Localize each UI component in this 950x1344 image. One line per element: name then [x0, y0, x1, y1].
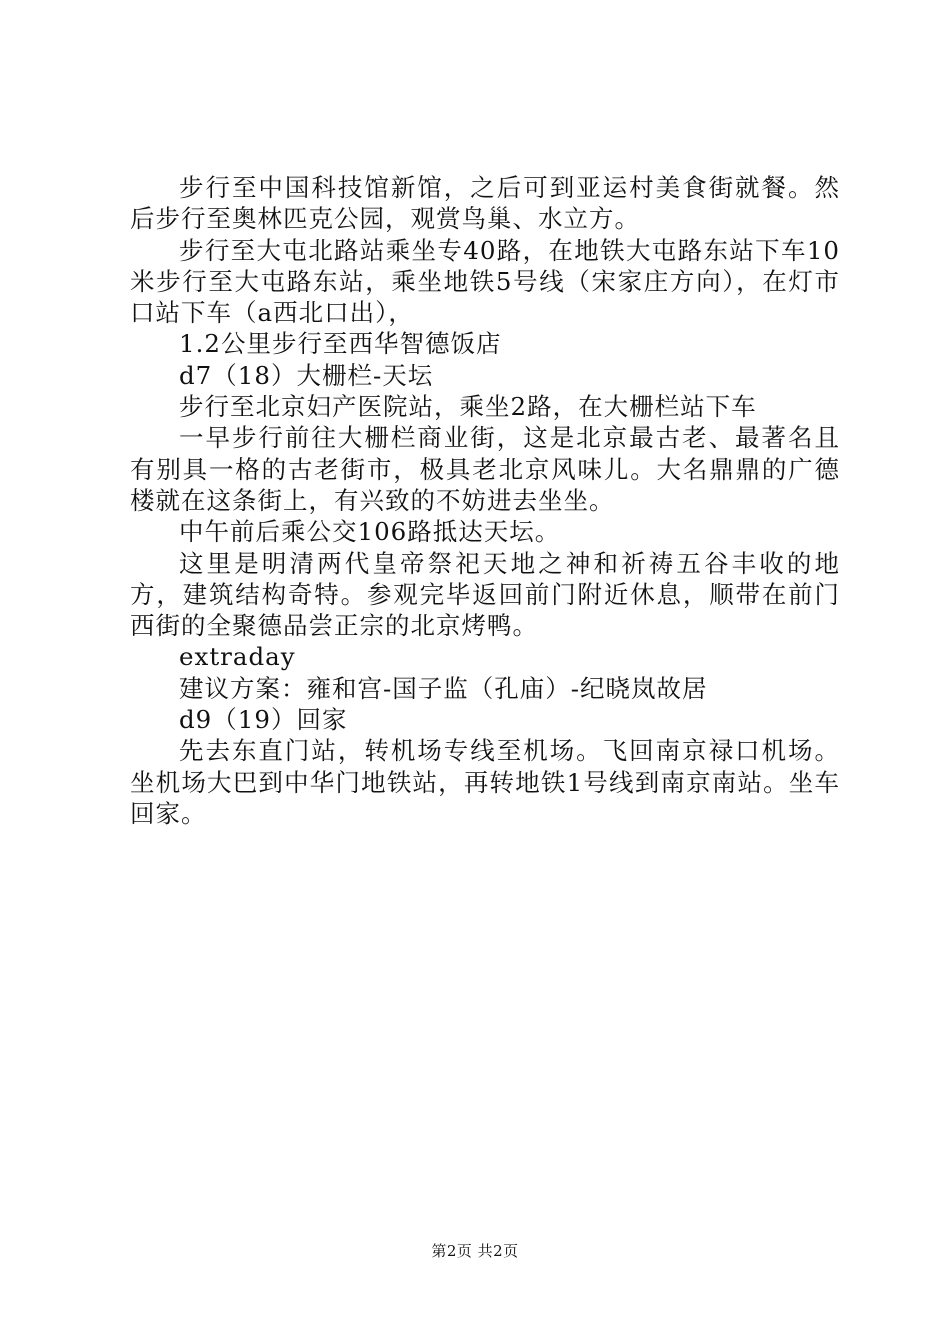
paragraph-subway-route: 步行至大屯北路站乘坐专40路，在地铁大屯路东站下车10米步行至大屯路东站，乘坐地铁5号线（宋家庄方向），在灯市口站下车（a西北口出），: [130, 235, 840, 328]
paragraph-suggested-plan: 建议方案：雍和宫-国子监（孔庙）-纪晓岚故居: [179, 673, 708, 703]
day-heading-d7: d7（18）大栅栏-天坛: [179, 360, 434, 390]
paragraph-bus-to-dashilan: 步行至北京妇产医院站，乘坐2路，在大栅栏站下车: [179, 392, 757, 422]
page-number-label: 第2页 共2页: [431, 1242, 519, 1260]
paragraph-science-museum: 步行至中国科技馆新馆，之后可到亚运村美食街就餐。然后步行至奥林匹克公园，观赏鸟巢、水立方。: [130, 173, 840, 234]
extra-day-heading: extraday: [179, 642, 296, 672]
paragraph-dashilan-street: 一早步行前往大栅栏商业街，这是北京最古老、最著名且有别具一格的古老街市，极具老北京风味儿。大名鼎鼎的广德楼就在这条街上，有兴致的不妨进去坐坐。: [130, 423, 840, 515]
paragraph-temple-of-heaven: 这里是明清两代皇帝祭祀天地之神和祈祷五谷丰收的地方，建筑结构奇特。参观完毕返回前门附近休息，顺带在前门西街的全聚德品尝正宗的北京烤鸭。: [130, 548, 840, 641]
paragraph-bus-to-temple: 中午前后乘公交106路抵达天坛。: [179, 517, 561, 547]
paragraph-walk-to-hotel: 1.2公里步行至西华智德饭店: [179, 329, 502, 359]
day-heading-d9: d9（19）回家: [179, 705, 348, 735]
page-footer: [0, 1241, 950, 1261]
paragraph-return-home: 先去东直门站，转机场专线至机场。飞回南京禄口机场。坐机场大巴到中华门地铁站，再转地铁1号线到南京南站。坐车回家。: [130, 736, 840, 828]
document-body: [130, 172, 840, 829]
